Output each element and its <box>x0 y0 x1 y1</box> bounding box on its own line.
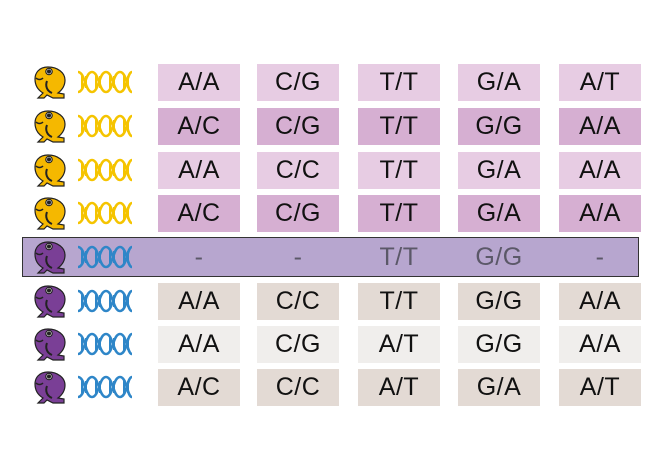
dna-icon <box>76 156 134 184</box>
dna-icon <box>76 112 134 140</box>
genotype-cell: G/G <box>458 283 540 320</box>
genotype-row <box>0 106 658 146</box>
genotype-cell: G/A <box>458 152 540 189</box>
genotype-cell: C/G <box>257 195 339 232</box>
genotype-row-highlighted <box>0 237 658 277</box>
genotype-cell: C/G <box>257 64 339 101</box>
genotype-cell: A/A <box>559 152 641 189</box>
genotype-row <box>0 324 658 364</box>
genotype-cell: G/A <box>458 195 540 232</box>
genotype-cell: A/A <box>158 64 240 101</box>
genotype-cell: T/T <box>379 243 419 271</box>
genotype-cell: A/A <box>559 326 641 363</box>
genotype-cell: T/T <box>358 64 440 101</box>
genotype-cell: A/C <box>158 195 240 232</box>
genotype-cell: A/T <box>559 369 641 406</box>
genotype-cell: C/C <box>257 152 339 189</box>
dna-icon <box>76 68 134 96</box>
frog-icon <box>28 237 72 277</box>
dna-icon <box>76 287 134 315</box>
frog-icon <box>28 150 72 190</box>
genotype-row <box>0 281 658 321</box>
genotype-cell: A/A <box>559 108 641 145</box>
genotype-cell: A/T <box>358 369 440 406</box>
genotype-row <box>0 150 658 190</box>
genotype-cell: A/A <box>559 195 641 232</box>
frog-icon <box>28 324 72 364</box>
genotype-cell: C/G <box>257 108 339 145</box>
genotype-cell: G/G <box>475 243 523 271</box>
genotype-cell: A/T <box>358 326 440 363</box>
genotype-cell: G/G <box>458 326 540 363</box>
frog-icon <box>28 106 72 146</box>
genotype-cell: A/T <box>559 64 641 101</box>
frog-icon <box>28 62 72 102</box>
dna-icon <box>76 243 134 271</box>
genotype-cell: C/C <box>257 369 339 406</box>
dna-icon <box>76 373 134 401</box>
genotype-cell: A/A <box>158 152 240 189</box>
dna-icon <box>76 199 134 227</box>
genotype-cell: G/A <box>458 369 540 406</box>
genotype-cell: A/A <box>158 326 240 363</box>
genotype-cell: T/T <box>358 152 440 189</box>
genotype-row <box>0 62 658 102</box>
genotype-cell: T/T <box>358 283 440 320</box>
genotype-cell: A/C <box>158 108 240 145</box>
genotype-cell: T/T <box>358 108 440 145</box>
genotype-row <box>0 367 658 407</box>
genotype-cell: T/T <box>358 195 440 232</box>
frog-icon <box>28 193 72 233</box>
genotype-cell: - <box>595 243 605 271</box>
genotype-cell: - <box>293 243 303 271</box>
genotype-cell: G/G <box>458 108 540 145</box>
genotype-cell: A/A <box>158 283 240 320</box>
frog-icon <box>28 281 72 321</box>
dna-icon <box>76 330 134 358</box>
frog-icon <box>28 367 72 407</box>
genotype-cell: C/C <box>257 283 339 320</box>
genotype-row <box>0 193 658 233</box>
genotype-cell: - <box>194 243 204 271</box>
genotype-cell: C/G <box>257 326 339 363</box>
genotype-cell: A/A <box>559 283 641 320</box>
genotype-cell: A/C <box>158 369 240 406</box>
genotype-cell: G/A <box>458 64 540 101</box>
